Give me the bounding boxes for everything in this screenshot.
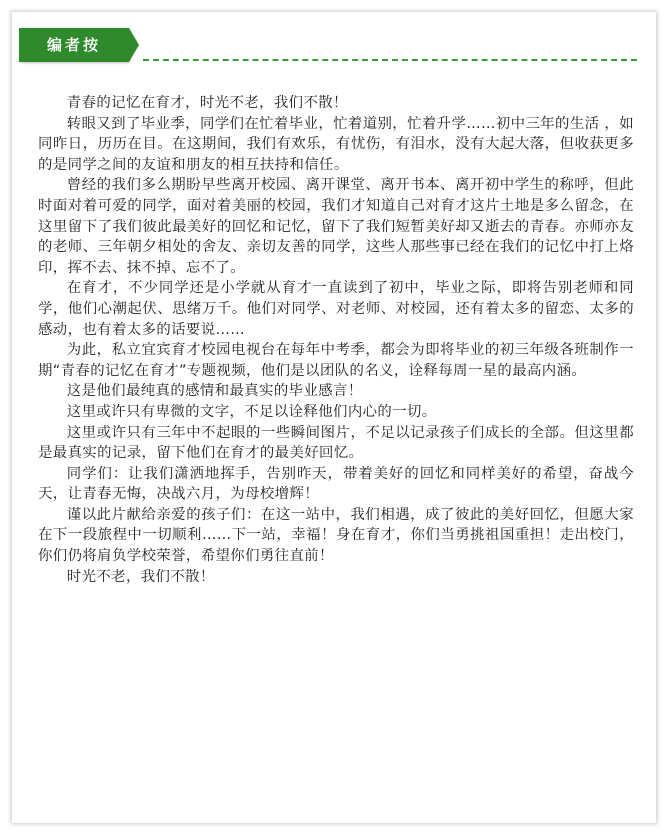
editor-note-header	[19, 28, 637, 62]
dashed-divider	[143, 59, 637, 61]
paragraph: 时光不老，我们不散！	[66, 568, 215, 585]
paragraph: 这里或许只有卑微的文字，不足以诠释他们内心的一切。	[66, 403, 437, 420]
paragraph: 转眼又到了毕业季，同学们在忙着毕业，忙着道别，忙着升学……初中三年的生活 ，如同昨日，历历在目。在这期间，我们有欢乐，有忧伤，有泪水，没有大起大落，但收获更多的是同学之间的友谊和朋友的相互扶持和信任。	[38, 115, 634, 173]
paragraph: 为此，私立宜宾育才校园电视台在每年中考季，都会为即将毕业的初三年级各班制作一期“青春的记忆在育才”专题视频，他们是以团队的名义，诠释每周一星的最高内涵。	[38, 342, 634, 379]
paragraph: 这里或许只有三年中不起眼的一些瞬间图片，不足以记录孩子们成长的全部。但这里都是最真实的记录，留下他们在育才的最美好回忆。	[38, 424, 634, 462]
paragraph: 谨以此片献给亲爱的孩子们：在这一站中，我们相遇，成了彼此的美好回忆，但愿大家在下一段旅程中一切顺利……下一站，幸福！身在育才，你们当勇挑祖国重担！走出校门，你们仍将肩负学校荣誉，希望你们勇往直前！	[38, 506, 634, 565]
paragraph: 同学们：让我们潇洒地挥手，告别昨天，带着美好的回忆和同样美好的希望，奋战今天，让青春无悔，决战六月，为母校增辉！	[38, 465, 634, 503]
editor-note-tab: 编者按	[19, 28, 129, 62]
paragraph: 在育才，不少同学还是小学就从育才一直读到了初中，毕业之际，即将告别老师和同学，他们心潮起伏、思绪万千。他们对同学、对老师、对校园，还有着太多的留恋、太多的感动，也有着太多的话要说……	[38, 280, 634, 338]
article-body	[38, 93, 634, 587]
paragraph: 曾经的我们多么期盼早些离开校园、离开课堂、离开书本、离开初中学生的称呼，但此时面对着可爱的同学，面对着美丽的校园，我们才知道自己对育才这片土地是多么留念，在这里留下了我们彼此最美好的回忆和记忆，留下了我们短暂美好却又逝去的青春。亦师亦友的老师、三年朝夕相处的舍友、亲切友善的同学，这些人那些事已经在我们的记忆中打上烙印，挥不去、抹不掉、忘不了。	[38, 177, 634, 276]
paragraph: 青春的记忆在育才，时光不老，我们不散！	[66, 95, 348, 111]
paragraph: 这是他们最纯真的感情和最真实的毕业感言！	[66, 383, 363, 400]
